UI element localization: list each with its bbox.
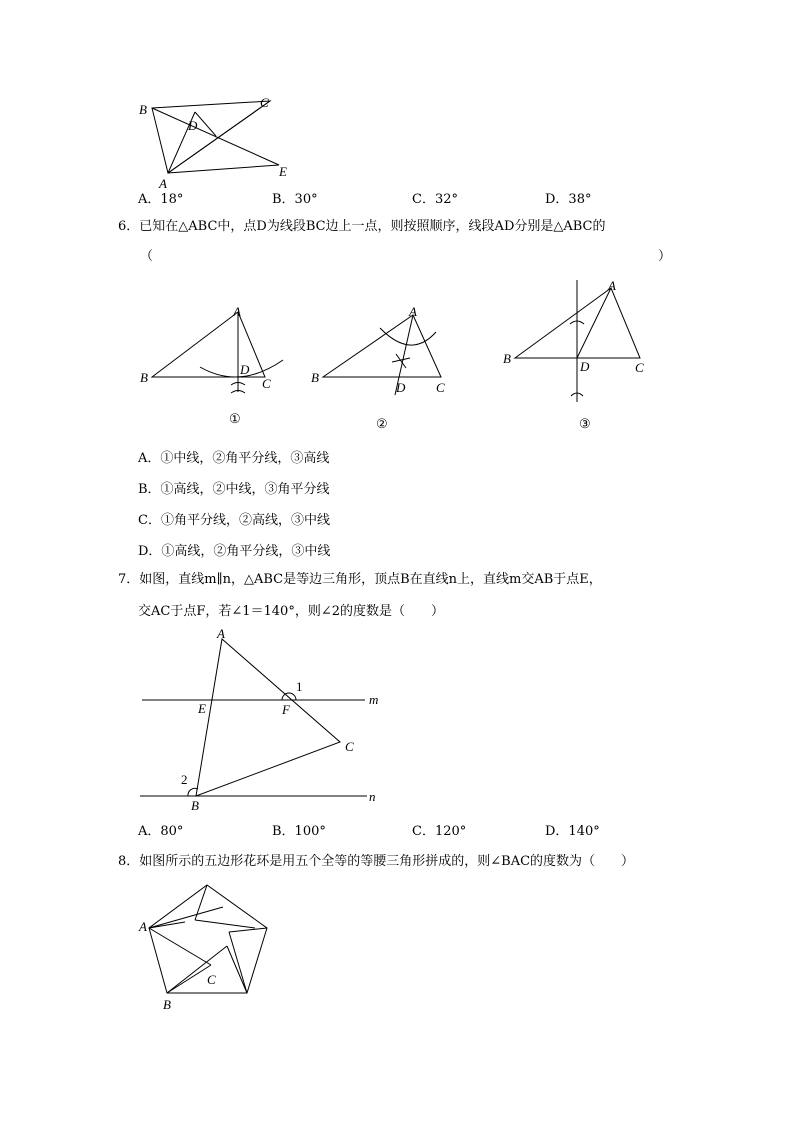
q6-paren-open: （	[140, 249, 154, 264]
q5-label-B: B	[139, 102, 147, 117]
q7-label-B: B	[191, 798, 199, 813]
q7-label-m: m	[369, 692, 379, 707]
q7-option-b[interactable]: B．100°	[272, 824, 326, 839]
q7-figure	[135, 625, 395, 815]
q6-fig2-B: B	[311, 370, 319, 385]
q6-fig2-D: D	[396, 380, 406, 395]
q8-label-B: B	[163, 997, 171, 1012]
q6-option-c[interactable]: C．①角平分线，②高线，③中线	[138, 513, 330, 528]
q6-option-d[interactable]: D．①高线，②角平分线，③中线	[138, 544, 331, 559]
q8-label-A: A	[139, 919, 147, 934]
q8-label-C: C	[207, 972, 216, 987]
q6-figure-3	[500, 278, 660, 413]
q6-figure-2	[308, 300, 458, 410]
q6-fig3-B: B	[503, 351, 511, 366]
q6-fig3-A: A	[608, 278, 616, 293]
q6-fig3-C: C	[635, 360, 644, 375]
q6-fig1-D: D	[240, 362, 250, 377]
q5-figure	[130, 92, 300, 191]
q5-label-D: D	[188, 118, 198, 133]
q5-label-A: A	[159, 176, 167, 191]
q7-stem-line2: 交AC于点F，若∠1＝140°，则∠2的度数是（ ）	[138, 604, 444, 619]
q5-option-b[interactable]: B．30°	[272, 192, 318, 207]
q5-option-d[interactable]: D．38°	[545, 192, 592, 207]
q7-option-d[interactable]: D．140°	[545, 824, 600, 839]
q5-option-c[interactable]: C．32°	[412, 192, 458, 207]
q6-fig-label-3: ③	[579, 417, 591, 432]
q7-label-C: C	[345, 739, 354, 754]
q6-fig2-C: C	[436, 380, 445, 395]
q7-option-a[interactable]: A．80°	[138, 824, 184, 839]
q7-label-A: A	[217, 626, 225, 641]
q6-fig3-D: D	[580, 359, 590, 374]
q5-label-E: E	[279, 164, 287, 179]
q6-option-a[interactable]: A．①中线，②角平分线，③高线	[138, 451, 330, 466]
q6-stem: 6．已知在△ABC中，点D为线段BC边上一点，则按照顺序，线段AD分别是△ABC的	[118, 219, 606, 234]
q8-pentagon-figure	[135, 880, 275, 1015]
q6-option-b[interactable]: B．①高线，②中线，③角平分线	[138, 482, 330, 497]
q7-label-1: 1	[296, 679, 303, 694]
q6-figure-1	[135, 300, 295, 410]
q7-stem-line1: 7．如图，直线m∥n，△ABC是等边三角形，顶点B在直线n上，直线m交AB于点E，	[118, 572, 602, 587]
q8-stem: 8．如图所示的五边形花环是用五个全等的等腰三角形拼成的，则∠BAC的度数为（ ）	[118, 854, 635, 869]
q7-option-c[interactable]: C．120°	[412, 824, 467, 839]
q7-label-2: 2	[181, 772, 188, 787]
q5-option-a[interactable]: A．18°	[138, 192, 184, 207]
q7-label-E: E	[198, 701, 206, 716]
q6-paren-close: ）	[658, 249, 672, 264]
q6-fig1-A: A	[233, 304, 241, 319]
q7-label-n: n	[369, 789, 376, 804]
q6-fig1-B: B	[140, 370, 148, 385]
q6-fig2-A: A	[409, 304, 417, 319]
q6-fig1-C: C	[262, 376, 271, 391]
q5-label-C: C	[260, 95, 269, 110]
q7-label-F: F	[282, 702, 290, 717]
q6-fig-label-2: ②	[376, 417, 388, 432]
q6-fig-label-1: ①	[229, 412, 241, 427]
